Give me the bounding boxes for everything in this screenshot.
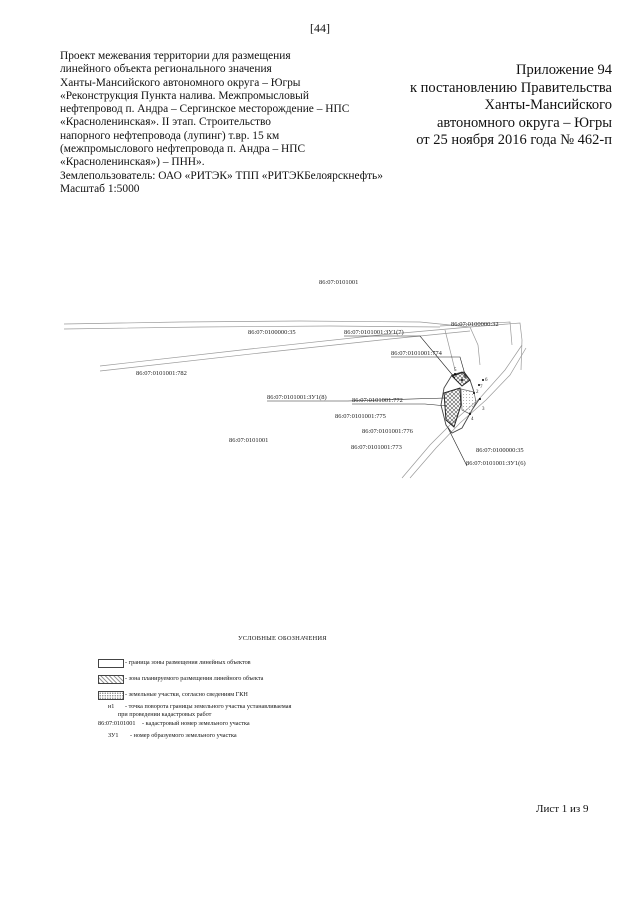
parcel-label: 86:07:0101001:ЗУ1(6) bbox=[466, 460, 526, 467]
parcel-label: 86:07:0101001 bbox=[319, 279, 359, 286]
point-label: 3 bbox=[482, 407, 485, 412]
parcel-label: 86:07:0101001 bbox=[229, 437, 269, 444]
appendix-line: к постановлению Правительства bbox=[410, 79, 612, 96]
project-line: Ханты-Мансийского автономного округа – Югры bbox=[60, 76, 301, 89]
legend-text: - номер образуемого земельного участка bbox=[130, 732, 237, 739]
parcel-label: 86:07:0101001:ЗУ1(7) bbox=[344, 329, 404, 336]
point-label: 1 bbox=[463, 375, 466, 380]
project-line: Землепользователь: ОАО «РИТЭК» ТПП «РИТЭКБелоярскнефть» bbox=[60, 169, 383, 182]
legend-text: - кадастровый номер земельного участка bbox=[142, 720, 250, 727]
project-line: напорного нефтепровода (лупинг) т.вр. 15 км bbox=[60, 129, 280, 142]
legend-swatch-hatch bbox=[98, 675, 124, 684]
legend-cadastral-example: 86:07:0101001 bbox=[98, 720, 136, 727]
project-line: «Красноленинская». II этап. Строительство bbox=[60, 116, 271, 129]
parcel-label: 86:07:0100000:35 bbox=[476, 447, 524, 454]
parcel-label: 86:07:0101001:776 bbox=[362, 428, 413, 435]
planned-zone-hatched bbox=[444, 388, 461, 427]
point-label: 2 bbox=[476, 390, 479, 395]
legend-text: при проведении кадастровых работ bbox=[118, 711, 212, 718]
legend-text: - земельные участки, согласно сведениям ГКН bbox=[125, 691, 248, 698]
appendix-line: от 25 ноября 2016 года № 462-п bbox=[416, 132, 612, 148]
legend-text: - граница зоны размещения линейных объектов bbox=[125, 659, 251, 666]
point-label: 6 bbox=[485, 378, 488, 383]
parcel-label: 86:07:0100000:35 bbox=[248, 329, 296, 336]
project-line: «Красноленинская») – ПНН». bbox=[60, 156, 205, 169]
project-line: «Реконструкция Пункта налива. Межпромысловый bbox=[60, 89, 309, 102]
legend-swatch-boundary bbox=[98, 659, 124, 668]
legend-point-symbol: н1 bbox=[108, 703, 115, 710]
parcel-label: 86:07:0101001:772 bbox=[352, 397, 403, 404]
parcel-label: 86:07:0100000:32 bbox=[451, 321, 499, 328]
map-labels bbox=[136, 279, 526, 467]
legend-swatch-dots bbox=[98, 691, 124, 700]
project-line: линейного объекта регионального значения bbox=[60, 63, 272, 76]
parcel-label: 86:07:0101001:774 bbox=[391, 350, 442, 357]
legend-text: - зона планируемого размещения линейного объекта bbox=[125, 675, 264, 682]
parcel-label: 86:07:0101001:ЗУ1(8) bbox=[267, 394, 327, 401]
appendix-line: Приложение 94 bbox=[516, 62, 612, 78]
project-line: Масштаб 1:5000 bbox=[60, 182, 140, 195]
project-line: Проект межевания территории для размещения bbox=[60, 50, 291, 62]
sheet-number: Лист 1 из 9 bbox=[536, 803, 589, 815]
legend-text: - точка поворота границы земельного участка устанавливаемая bbox=[125, 703, 292, 710]
legend-zu-example: ЗУ1 bbox=[108, 732, 119, 739]
point-label: 5 bbox=[454, 368, 457, 373]
project-line: (межпромыслового нефтепровода п. Андра – НПС bbox=[60, 143, 306, 156]
parcel-label: 86:07:0101001:775 bbox=[335, 413, 386, 420]
parcel-label: 86:07:0101001:782 bbox=[136, 370, 187, 377]
project-line: нефтепровод п. Андра – Сергинское месторождение – НПС bbox=[60, 103, 350, 116]
point-label: 4 bbox=[471, 417, 474, 422]
parcel-label: 86:07:0101001:773 bbox=[351, 444, 402, 451]
legend-title: УСЛОВНЫЕ ОБОЗНАЧЕНИЯ bbox=[238, 635, 327, 642]
page-number: [44] bbox=[310, 21, 330, 35]
appendix-line: Ханты-Мансийского bbox=[484, 97, 612, 113]
appendix-line: автономного округа – Югры bbox=[436, 114, 612, 131]
point-label: 7 bbox=[480, 385, 483, 390]
